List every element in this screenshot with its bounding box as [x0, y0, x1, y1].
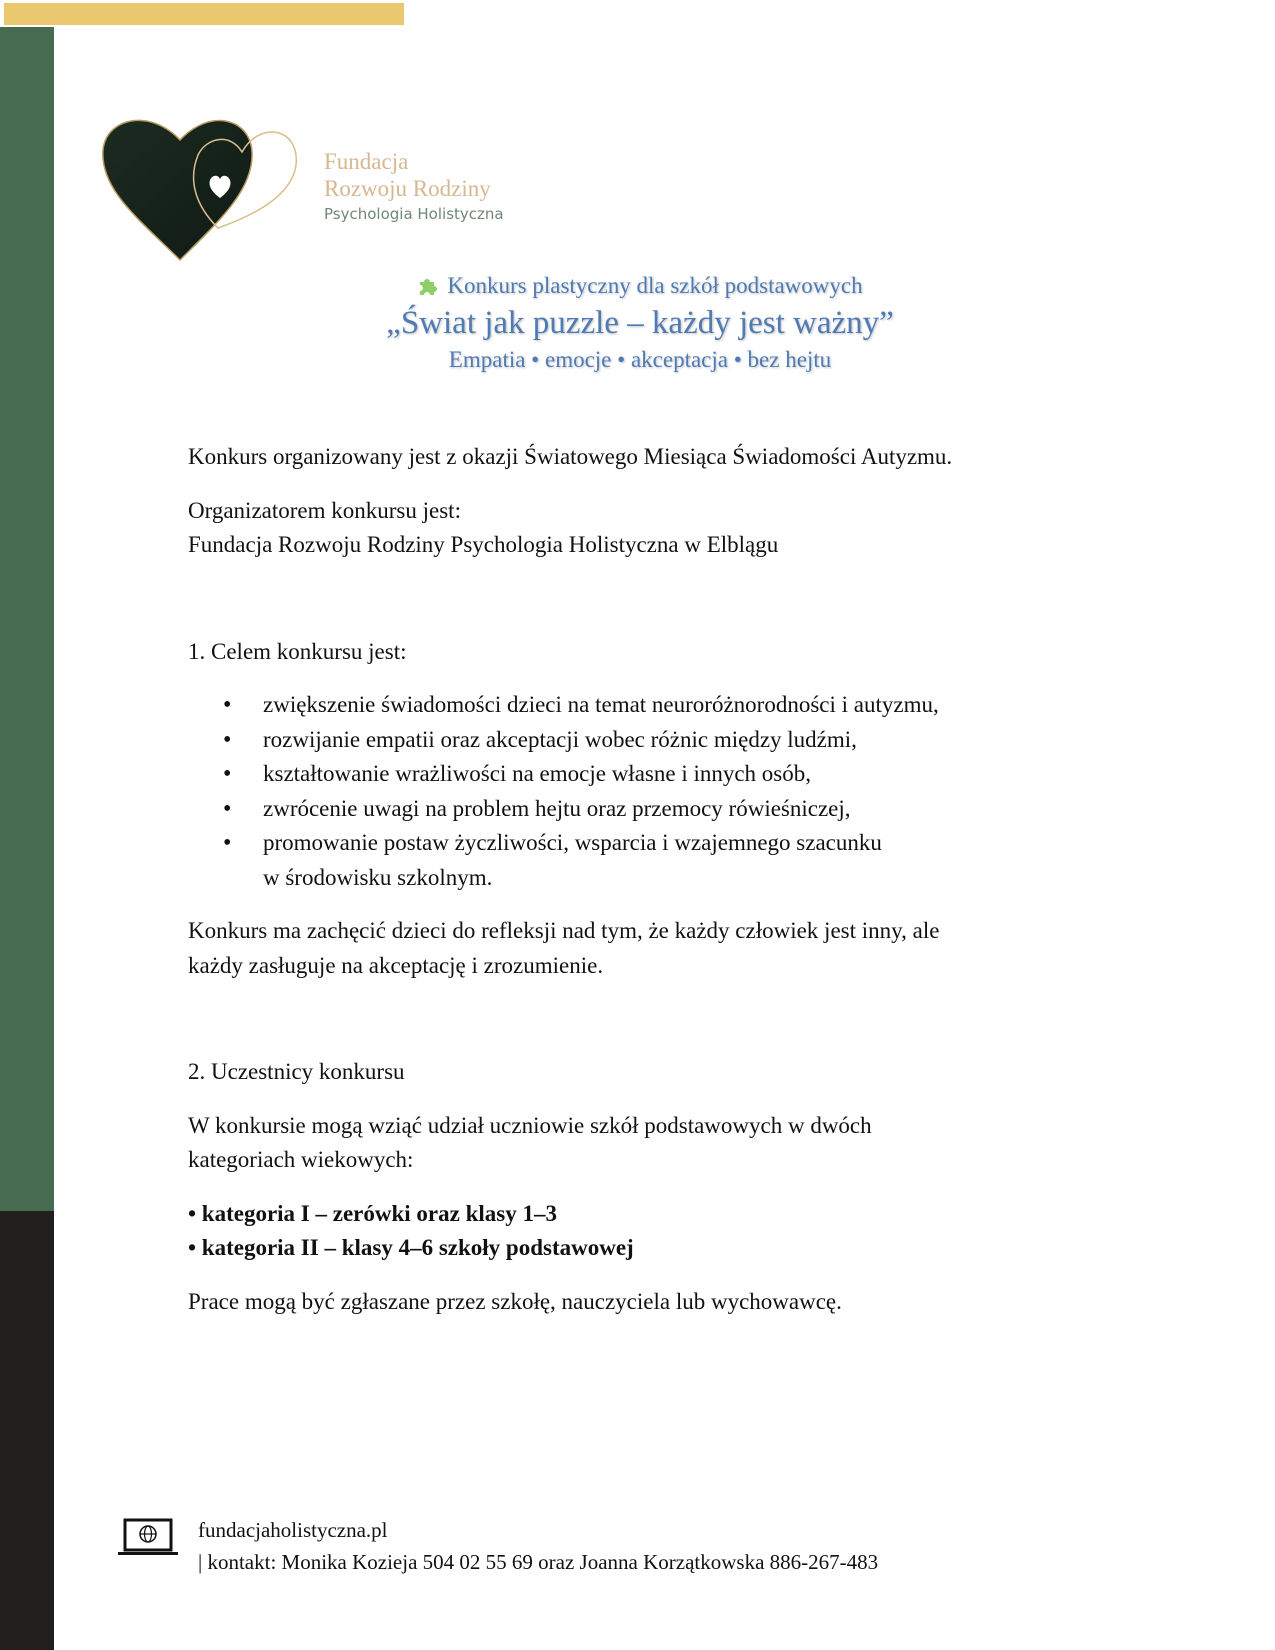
section-1-heading: 1. Celem konkursu jest:: [188, 638, 407, 664]
contest-title: „Świat jak puzzle – każdy jest ważny”: [386, 305, 894, 341]
participants-line-2: kategoriach wiekowych:: [188, 1147, 414, 1172]
list-item: • promowanie postaw życzliwości, wsparcia i wzajemnego szacunku: [188, 826, 1088, 861]
logo-line-1: Fundacja: [324, 149, 409, 174]
section-2-heading: 2. Uczestnicy konkursu: [188, 1059, 405, 1084]
document-body: [188, 440, 1088, 1319]
organizer-label: Organizatorem konkursu jest:: [188, 497, 461, 523]
reflection-line-1: Konkurs ma zachęcić dzieci do refleksji nad tym, że każdy człowiek jest inny, ale: [188, 918, 940, 943]
sidebar-dark-stripe: [0, 1211, 54, 1650]
header-titles: [300, 270, 980, 376]
list-item-continuation: w środowisku szkolnym.: [263, 864, 493, 890]
list-item: • kształtowanie wrażliwości na emocje własne i innych osób,: [188, 757, 1088, 792]
heart-logo-icon: [100, 110, 320, 270]
sidebar-green-stripe: [0, 27, 54, 1211]
contest-subtitle: Konkurs plastyczny dla szkół podstawowych: [447, 273, 863, 298]
intro-paragraph: Konkurs organizowany jest z okazji Światowego Miesiąca Świadomości Autyzmu.: [188, 444, 953, 469]
category-2: • kategoria II – klasy 4–6 szkoły podstawowej: [188, 1235, 634, 1260]
participants-line-1: W konkursie mogą wziąć udział uczniowie szkół podstawowych w dwóch: [188, 1112, 872, 1138]
list-item: • zwrócenie uwagi na problem hejtu oraz przemocy rówieśniczej,: [188, 792, 1088, 827]
reflection-line-2: każdy zasługuje na akceptację i zrozumienie.: [188, 952, 604, 978]
laptop-globe-icon: [118, 1518, 178, 1558]
goals-list: [188, 688, 1088, 861]
foundation-logo: [100, 110, 540, 270]
category-1: • kategoria I – zerówki oraz klasy 1–3: [188, 1200, 557, 1226]
website-link[interactable]: fundacjaholistyczna.pl: [198, 1518, 388, 1542]
submission-paragraph: Prace mogą być zgłaszane przez szkołę, nauczyciela lub wychowawcę.: [188, 1288, 842, 1314]
list-item: • zwiększenie świadomości dzieci na temat neuroróżnorodności i autyzmu,: [188, 688, 1088, 723]
logo-line-3: Psychologia Holistyczna: [324, 205, 504, 223]
organizer-name: Fundacja Rozwoju Rodziny Psychologia Holistyczna w Elblągu: [188, 532, 779, 557]
contact-info: | kontakt: Monika Kozieja 504 02 55 69 oraz Joanna Korzątkowska 886-267-483: [198, 1550, 879, 1574]
top-accent-bar: [4, 3, 404, 25]
puzzle-piece-icon: [417, 276, 437, 296]
list-item: • rozwijanie empatii oraz akceptacji wobec różnic między ludźmi,: [188, 723, 1088, 758]
logo-line-2: Rozwoju Rodziny: [324, 176, 491, 201]
contest-tagline: Empatia • emocje • akceptacja • bez hejtu: [448, 347, 832, 372]
